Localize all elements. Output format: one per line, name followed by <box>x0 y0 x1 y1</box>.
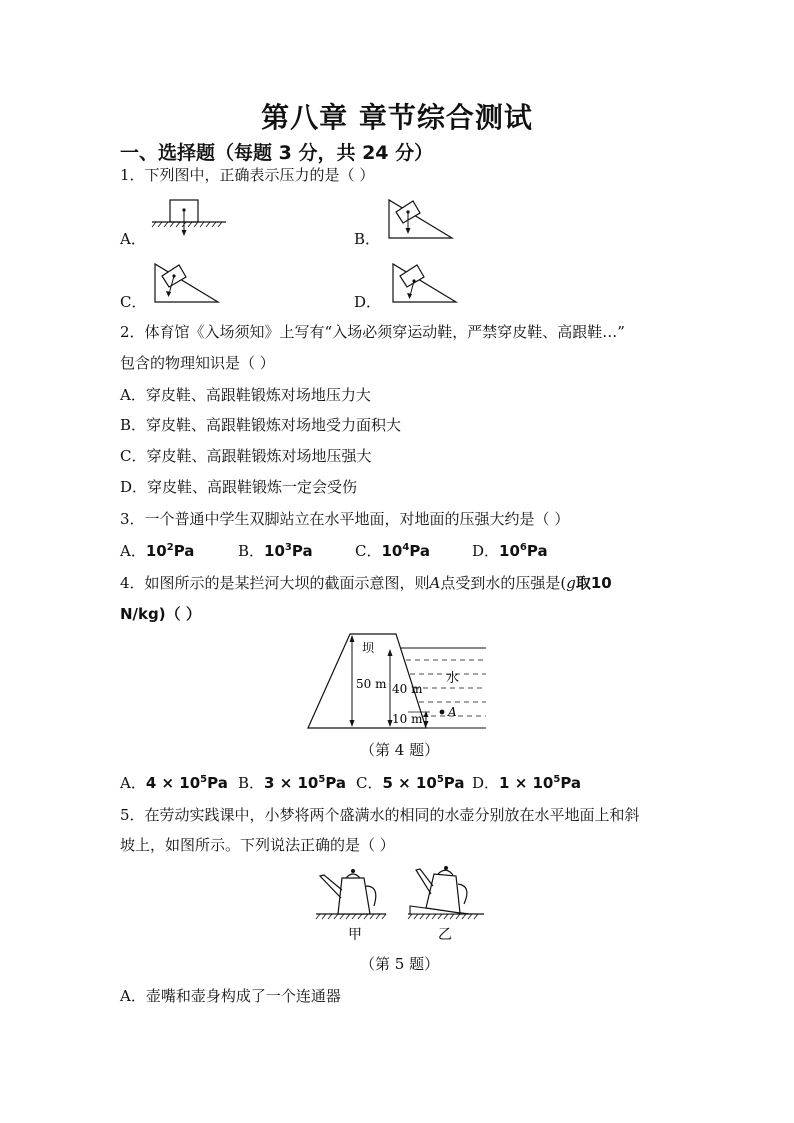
q1-figure-c <box>152 258 224 306</box>
section-heading: 一、选择题（每题 3 分，共 24 分） <box>120 142 434 164</box>
q5-kettle-figure <box>312 862 488 946</box>
kettle-left-label: 甲 <box>348 927 362 943</box>
q5-option-a[interactable]: A．壶嘴和壶身构成了一个连通器 <box>120 987 341 1005</box>
kettle-right-label: 乙 <box>438 927 452 943</box>
q3-option-d[interactable]: D．$10^6Pa$ <box>472 542 548 560</box>
q3-option-a[interactable]: A．$10^2Pa$ <box>120 542 195 560</box>
kettle-slope-icon <box>408 866 484 919</box>
q2-option-a[interactable]: A．穿皮鞋、高跟鞋锻炼对场地压力大 <box>120 386 371 404</box>
q1-stem: 1．下列图中，正确表示压力的是（ ） <box>120 166 375 184</box>
q1-option-d[interactable]: D． <box>354 293 382 311</box>
dam-label: 坝 <box>362 641 375 655</box>
point-a-label: A <box>448 705 457 719</box>
q4-dam-figure <box>306 630 490 732</box>
q1-figure-b <box>386 194 458 242</box>
q2-stem-line2: 包含的物理知识是（ ） <box>120 354 275 372</box>
q4-option-c[interactable]: C．$5 \times 10^5Pa$ <box>356 774 465 792</box>
q4-option-a[interactable]: A．$4 \times 10^5Pa$ <box>120 774 228 792</box>
q4-caption: （第 4 题） <box>360 741 440 759</box>
q1-figure-d <box>390 258 462 306</box>
q5-caption: （第 5 题） <box>360 955 440 973</box>
page-title: 第八章 章节综合测试 <box>261 101 533 134</box>
q2-option-b[interactable]: B．穿皮鞋、高跟鞋锻炼对场地受力面积大 <box>120 416 402 434</box>
q1-figure-a <box>150 194 230 244</box>
q4-stem-line2: N/kg)（ ） <box>120 605 201 623</box>
height-10-label: 10 m <box>392 712 423 726</box>
kettle-level-icon <box>316 869 386 919</box>
height-50-label: 50 m <box>356 677 387 691</box>
q1-option-a[interactable]: A． <box>120 230 146 248</box>
q2-option-c[interactable]: C．穿皮鞋、高跟鞋锻炼对场地压强大 <box>120 447 372 465</box>
water-label: 水 <box>446 671 460 686</box>
q3-option-c[interactable]: C．$10^4Pa$ <box>355 542 431 560</box>
q2-stem-line1: 2．体育馆《入场须知》上写有“入场必须穿运动鞋，严禁穿皮鞋、高跟鞋…” <box>120 323 625 341</box>
q3-option-b[interactable]: B．$10^3Pa$ <box>238 542 313 560</box>
q1-option-c[interactable]: C． <box>120 293 147 311</box>
q4-option-b[interactable]: B．$3 \times 10^5Pa$ <box>238 774 347 792</box>
q2-option-d[interactable]: D．穿皮鞋、高跟鞋锻炼一定会受伤 <box>120 478 358 496</box>
q3-stem: 3．一个普通中学生双脚站立在水平地面，对地面的压强大约是（ ） <box>120 510 570 528</box>
q5-stem-line1: 5．在劳动实践课中，小梦将两个盛满水的相同的水壶分别放在水平地面上和斜 <box>120 806 640 824</box>
q4-option-d[interactable]: D．$1 \times 10^5Pa$ <box>472 774 582 792</box>
height-40-label: 40 m <box>392 682 423 696</box>
q5-stem-line2: 坡上，如图所示。下列说法正确的是（ ） <box>120 836 395 854</box>
q1-option-b[interactable]: B． <box>354 230 381 248</box>
q4-stem-line1: 4．如图所示的是某拦河大坝的截面示意图，则A点受到水的压强是(g取10 <box>120 574 612 592</box>
